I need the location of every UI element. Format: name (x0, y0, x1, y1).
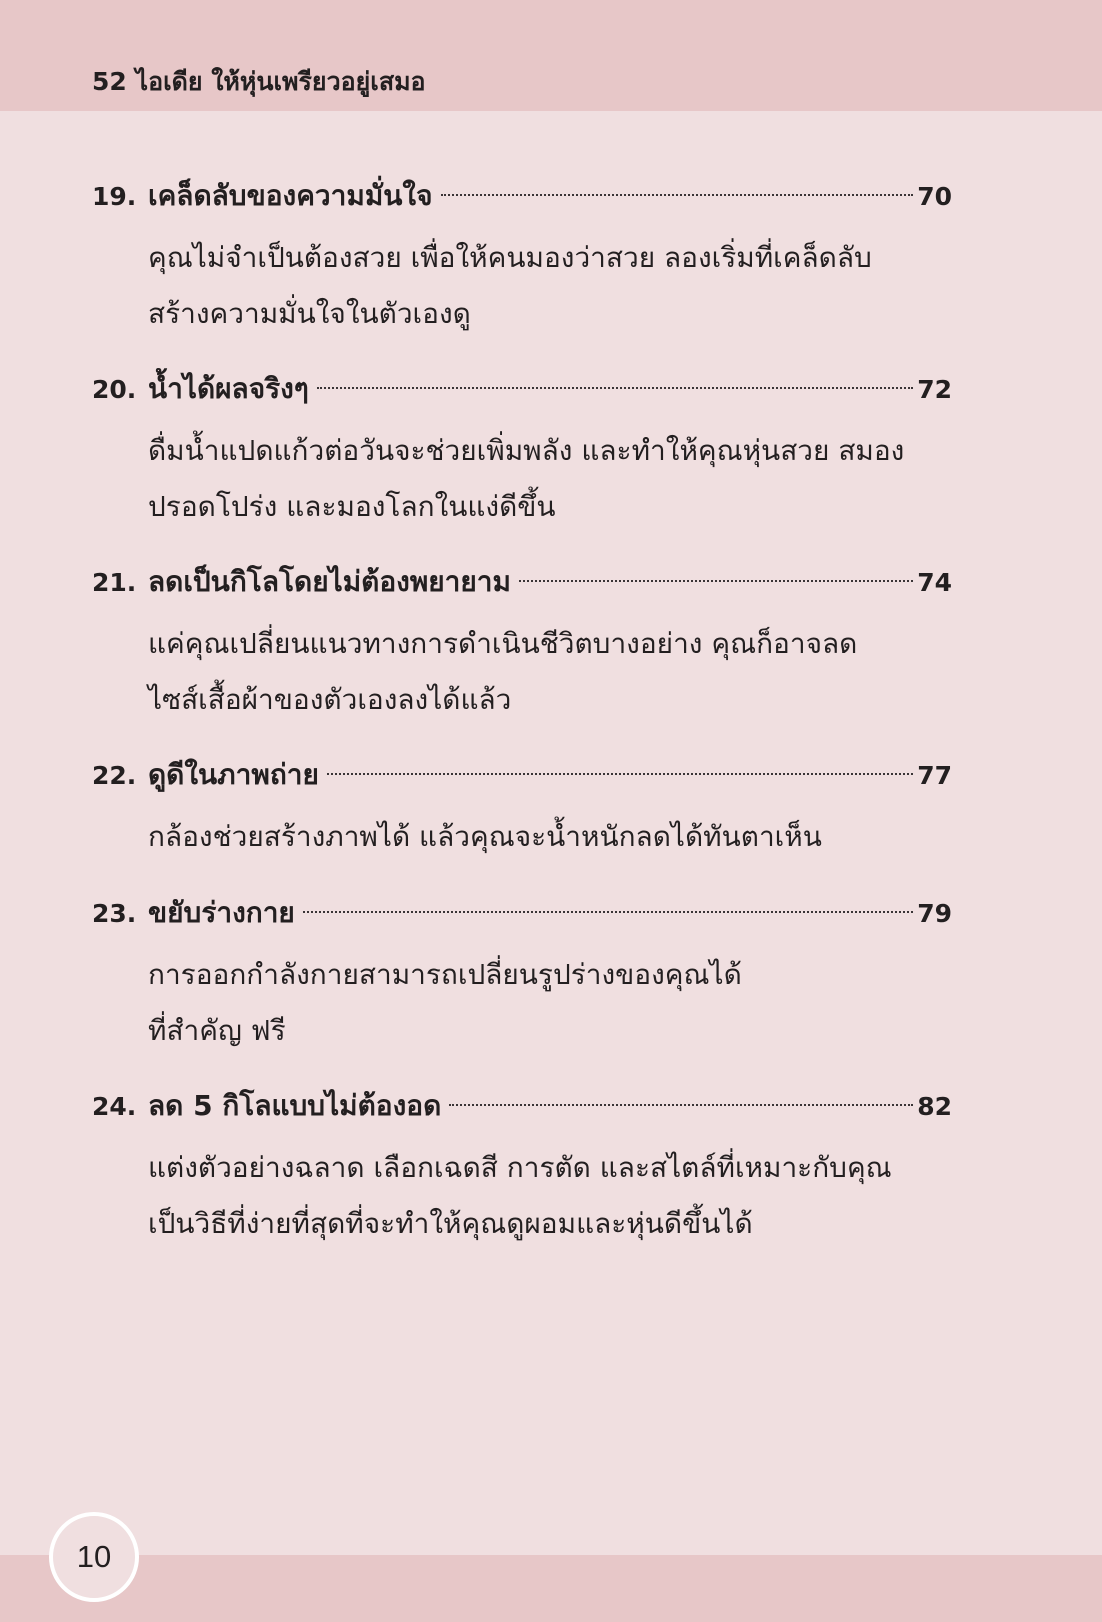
dot-leader (327, 773, 913, 775)
toc-entry-row[interactable] (92, 174, 952, 218)
entry-page-number: 79 (917, 899, 952, 928)
dot-leader (519, 580, 913, 582)
description-line: คุณไม่จำเป็นต้องสวย เพื่อให้คนมองว่าสวย ลองเริ่มที่เคล็ดลับ (148, 241, 872, 274)
entry-number: 19. (92, 182, 137, 211)
toc-entry (92, 560, 952, 728)
toc-entry (92, 367, 952, 535)
description-line: กล้องช่วยสร้างภาพได้ แล้วคุณจะน้ำหนักลดได้ทันตาเห็น (148, 820, 822, 853)
entry-number: 21. (92, 568, 137, 597)
page-number: 10 (76, 1539, 112, 1574)
entry-title: ขยับร่างกาย (148, 896, 295, 929)
description-line: สร้างความมั่นใจในตัวเองดู (148, 297, 471, 330)
description-line: แต่งตัวอย่างฉลาด เลือกเฉดสี การตัด และสไตล์ที่เหมาะกับคุณ (148, 1151, 892, 1184)
entry-page-number: 82 (917, 1092, 952, 1121)
description-line: การออกกำลังกายสามารถเปลี่ยนรูปร่างของคุณได้ (148, 958, 742, 991)
description-line: ปรอดโปร่ง และมองโลกในแง่ดีขึ้น (148, 490, 556, 523)
entry-title: น้ำได้ผลจริงๆ (148, 372, 309, 405)
entry-description (148, 423, 952, 535)
footer-band (0, 1555, 1102, 1622)
entry-description (148, 809, 952, 865)
entry-description (148, 616, 952, 728)
entry-description (148, 947, 952, 1059)
description-line: เป็นวิธีที่ง่ายที่สุดที่จะทำให้คุณดูผอมและหุ่นดีขึ้นได้ (148, 1207, 753, 1240)
entry-description (148, 230, 952, 342)
dot-leader (449, 1104, 913, 1106)
page-number-badge (49, 1512, 139, 1602)
toc-entry-row[interactable] (92, 560, 952, 604)
entry-description (148, 1140, 952, 1252)
entry-page-number: 72 (917, 375, 952, 404)
entry-title: ลดเป็นกิโลโดยไม่ต้องพยายาม (148, 565, 511, 598)
dot-leader (303, 911, 913, 913)
dot-leader (441, 194, 914, 196)
dot-leader (317, 387, 913, 389)
toc-entry (92, 891, 952, 1059)
toc-entry-row[interactable] (92, 891, 952, 935)
description-line: ที่สำคัญ ฟรี (148, 1014, 286, 1047)
entry-title: เคล็ดลับของความมั่นใจ (148, 179, 433, 212)
entry-page-number: 70 (917, 182, 952, 211)
toc-entry-row[interactable] (92, 1084, 952, 1128)
entry-number: 22. (92, 761, 137, 790)
book-title: 52 ไอเดีย ให้หุ่นเพรียวอยู่เสมอ (92, 67, 426, 96)
description-line: แค่คุณเปลี่ยนแนวทางการดำเนินชีวิตบางอย่าง คุณก็อาจลด (148, 627, 858, 660)
entry-title: ลด 5 กิโลแบบไม่ต้องอด (148, 1089, 442, 1122)
description-line: ดื่มน้ำแปดแก้วต่อวันจะช่วยเพิ่มพลัง และทำให้คุณหุ่นสวย สมอง (148, 434, 905, 467)
toc-entry (92, 753, 952, 865)
entry-page-number: 77 (917, 761, 952, 790)
entry-number: 24. (92, 1092, 137, 1121)
toc-entry (92, 1084, 952, 1252)
entry-number: 20. (92, 375, 137, 404)
description-line: ไซส์เสื้อผ้าของตัวเองลงได้แล้ว (148, 683, 512, 716)
entry-title: ดูดีในภาพถ่าย (148, 758, 319, 791)
entry-number: 23. (92, 899, 137, 928)
toc-entry-row[interactable] (92, 753, 952, 797)
toc-entry (92, 174, 952, 342)
toc-entry-row[interactable] (92, 367, 952, 411)
entry-page-number: 74 (917, 568, 952, 597)
